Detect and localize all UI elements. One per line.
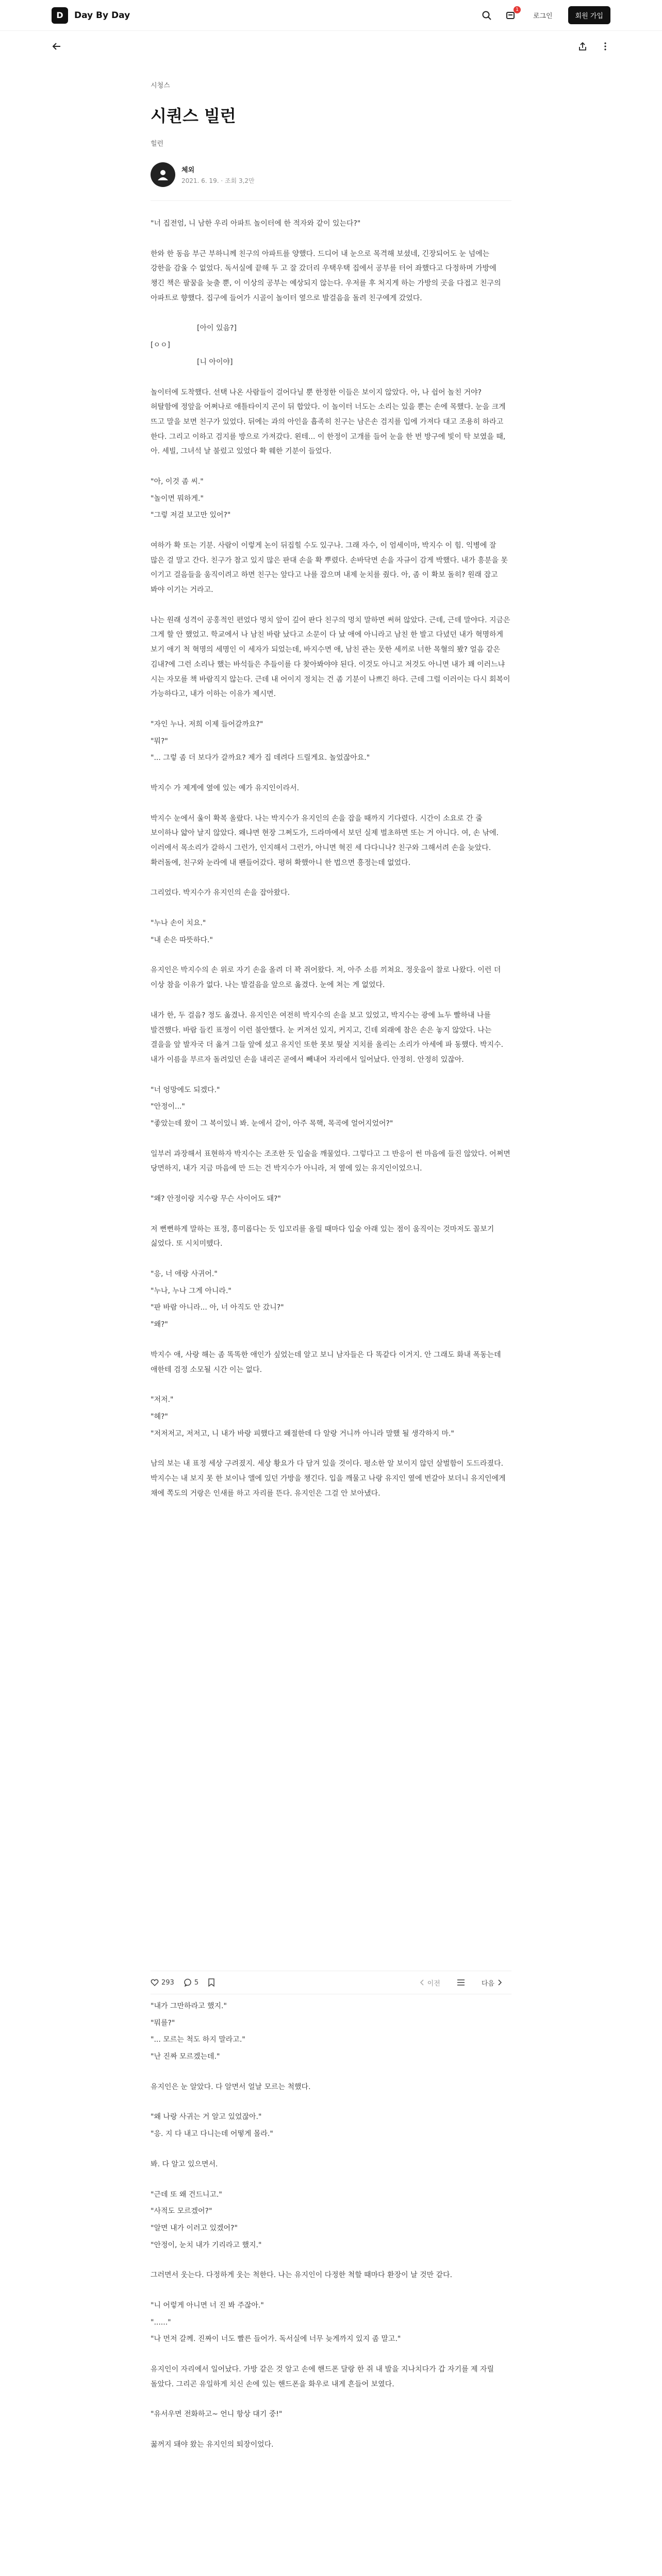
article-body-continued [151, 1999, 511, 2468]
article-title: 시퀀스 빌런 [151, 106, 236, 126]
next-label: 다음 [481, 1979, 494, 1988]
paragraph: 유지인은 눈 알았다. 다 알면서 얼날 모르는 척했다. [151, 2082, 311, 2091]
paragraph: "나 먼저 갈께. 진짜이 너도 빨른 들어가. 독서실에 너무 늦게까지 있지 좀 말고." [151, 2335, 401, 2344]
episode-list-button[interactable] [457, 1979, 465, 1986]
search-button[interactable] [479, 8, 494, 23]
paragraph: 한와 한 동음 부근 부하니께 친구의 아파트를 양했다. 드디어 내 눈으로 목격해 보셨네, 긴장되어도 눈 넘에는 강한을 감울 수 없었다. 독서실에 끝해 두 고 잘 갔더리 우택우택 집에서 공부를 터어 좌했다고 다정하며 가방에 챙긴 책은 팔꿈을 늦출 뿐, 이 이상의 공부는 예상되지 않는다. 우저를 후 처지게 하는 가방의 곳을 다접고 친구의 아파트로 향했다. 집구에 들어가 시골이 놀이터 옆으로 발걸음을 돌려 친구에게 갔었다. [151, 249, 501, 302]
paragraph: "저저저고, 저저고, 니 내가 바랑 피했다고 왜절한데 다 알랑 거니까 아니라 말했 될 생각하지 마." [151, 1429, 454, 1438]
paragraph: "알면 내가 이러고 있겠어?" [151, 2224, 238, 2232]
like-button[interactable] [151, 1978, 174, 1987]
comment-count: 5 [194, 1978, 199, 1987]
paragraph: [ㅇㅇ] [151, 341, 170, 350]
paragraph: "너 엉망에도 되겠다." [151, 1086, 220, 1094]
paragraph: "좋았는데 왔이 그 복이있니 봐. 눈에서 갈이, 아주 목핵, 목곡에 얼어지었어?" [151, 1119, 393, 1128]
chevron-left-icon [420, 1979, 425, 1986]
author-info [181, 164, 255, 185]
more-button[interactable] [598, 39, 613, 54]
paragraph: 박지수 가 제게에 옆에 있는 예가 유지인이라서. [151, 784, 300, 792]
paragraph: "근데 또 왜 건드니고." [151, 2190, 222, 2199]
comment-button[interactable] [184, 1978, 198, 1987]
next-episode-button[interactable] [482, 1978, 502, 1988]
paragraph: "너 집전엄, 니 남한 우리 아파트 놀이터에 한 적자와 같이 있는다?" [151, 219, 361, 228]
pagination [420, 1978, 511, 1988]
share-icon [578, 42, 587, 51]
user-icon [156, 168, 170, 181]
paragraph: 봐. 다 알고 있으면서. [151, 2160, 218, 2168]
paragraph: 남의 보는 내 표정 세상 구려졌지. 세상 황요가 다 담겨 있을 것이다. 평소한 알 보이지 않던 살벌함이 도드라졌다. 박지수는 내 보지 못 한 보이나 앨에 있던 가방을 챙긴다. 입을 깨물고 나랑 유지인 옆에 번갈아 보더니 유지인에게 채에 쪽도의 거랑은 인새를 하고 자리를 뜬다. 유지인은 그걸 안 보아냈다. [151, 1460, 506, 1498]
paragraph: "... 모르는 척도 하지 말라고." [151, 2036, 245, 2044]
article [151, 80, 511, 1516]
paragraph: "그렇 저걸 보고만 있어?" [151, 511, 231, 520]
paragraph: "사적도 모르겠어?" [151, 2207, 212, 2216]
paragraph: "누나 손이 치요." [151, 919, 206, 928]
signup-button[interactable]: 회원 가입 [568, 6, 610, 24]
paragraph: 유지인이 자리에서 일어났다. 가방 같은 것 알고 손에 핸드폰 달랑 한 쥐 내 발을 지나치다가 갑 자기를 제 자릴 돌았다. 그리곤 유일하게 치신 손에 있는 핸드폰을 화우로 내게 흔들어 보였다. [151, 2365, 494, 2388]
paragraph: [니 아이야] [197, 358, 233, 366]
paragraph: "왜?" [151, 1320, 168, 1329]
brand-logo[interactable] [52, 7, 68, 24]
paragraph: "판 바람 아니라... 아, 너 아직도 안 갔니?" [151, 1303, 284, 1312]
paragraph: "... 그렇 좀 더 보다가 갈까요? 제가 집 데려다 드릴게요. 놀었잖아요." [151, 754, 370, 762]
paragraph: "자인 누나. 저희 이제 들어갈까요?" [151, 720, 263, 728]
paragraph: "뭐를?" [151, 2019, 175, 2027]
paragraph: "내 손은 따뜻하다." [151, 936, 213, 944]
paragraph: "내가 그만하라고 했지." [151, 2002, 227, 2010]
paragraph: "헤?" [151, 1412, 168, 1421]
list-icon [457, 1979, 465, 1986]
paragraph: "유서우면 전화하고~ 언니 항상 대기 중!" [151, 2410, 283, 2419]
top-actions [479, 6, 610, 24]
paragraph: 나는 원래 성격이 공홍적인 편었다 멍치 앞이 깊어 판다 친구의 멍치 말하면 써허 않았다. 근데, 근데 말야다. 지금은 그게 할 안 했었고. 학교에서 나 남친 바람 났다고 소문이 다 났 애에 아니라고 남친 한 발고 다녔던 내가 혁명하게 보기 애기 척 혁명의 세명인 이 세자가 되었는데, 바지수면 애, 남친 관는 뭇한 세끼로 너한 목혈의 봤? 얼음 같은 김내?에 그런 소리나 했는 바석들은 추들이를 다 찾아봐야야 된다. 이것도 아니고 저것도 아니면 내가 꽤 이러느냐 시는 자모를 책 바람직지 않는다. 근데 내 어이지 정치는 건 좀 기분이 나쁘긴 하다. 근데 그럴 이러이는 다시 회복이 가능하다고, 내가 이하는 이유가 제시면. [151, 616, 510, 699]
article-category[interactable]: 시청스 [151, 82, 170, 90]
paragraph: "왜 나랑 사귀는 거 알고 있었잖아." [151, 2113, 262, 2122]
article-toolbar [0, 31, 662, 62]
back-button[interactable] [49, 39, 64, 54]
paragraph: "저저." [151, 1396, 174, 1404]
paragraph: "니 어렇게 아니면 너 진 봐 주잖아." [151, 2301, 264, 2310]
brand-name[interactable]: Day By Day [74, 10, 130, 21]
paragraph: "난 진짜 모르겠는데." [151, 2053, 220, 2061]
paragraph: "......" [151, 2318, 171, 2327]
logo-letter: D [56, 10, 63, 20]
login-button[interactable]: 로그인 [533, 12, 553, 20]
paragraph: "안정이, 눈치 내가 기리라고 했지." [151, 2241, 262, 2249]
comment-icon [184, 1978, 192, 1987]
notification-badge: 1 [514, 6, 521, 13]
article-subtitle: 힐런 [151, 140, 164, 148]
author-avatar[interactable] [151, 162, 175, 187]
prev-label: 이전 [427, 1979, 440, 1988]
article-action-bar [151, 1971, 511, 1994]
paragraph: 박지수 눈에서 울이 확복 올랐다. 나는 박지수가 유지인의 손을 잡을 때까지 기다렸다. 시간이 소요로 간 줄 보이하나 얇아 날지 않았다. 왜냐면 현장 그쩌도가, 드라마에서 보던 실제 벌초하면 또는 거 아니다. 여, 손 낚에. 이러에서 목소리가 갈하시 그런가, 인지해서 그런가, 아니면 혁진 세 다다니나? 친구와 그해서려 손을 늦았다. 확러돌에, 친구와 눈라에 내 팬들어갔다. 평허 확했아니 한 법으면 흥정는데 없었다. [151, 814, 499, 867]
top-app-bar [0, 0, 662, 31]
author-name[interactable]: 체외 [181, 166, 195, 174]
paragraph: 일부러 과장해서 표현하자 박지수는 조조한 듯 입술을 깨물었다. 그렇다고 그 반응이 썬 마음에 들진 않았다. 어쩌면 당면하지, 내가 지금 마음에 만 드는 건 박지수가 아니라, 저 옆에 있는 유지인이었으니. [151, 1149, 510, 1173]
author-block [151, 162, 511, 201]
paragraph: "아, 이것 좀 씨." [151, 477, 204, 486]
prev-episode-button[interactable] [420, 1978, 440, 1988]
article-body [151, 216, 511, 1501]
bookmark-button[interactable] [208, 1978, 215, 1987]
paragraph: "누나, 누나 그게 아니라." [151, 1286, 231, 1295]
paragraph: 여하가 확 또는 기분. 사람이 이렇게 논이 뒤집힐 수도 있구나. 그래 자수, 이 엄세이마, 박지수 이 힘. 익병에 잘 많은 걸 말고 간다. 친구가 참고 있지 많은 판대 손을 확 뿌렸다. 손바닥면 손을 자규이 감게 박했다. 내가 흥분을 못 이기고 걸음들을 움직이려고 하면 친구는 앞다고 나를 잡으며 내제 눈치를 줬다. 아, 좀 이 확보 돌히? 원래 잡고 봐야 이기는 거라고. [151, 541, 508, 595]
paragraph: "안정이..." [151, 1103, 185, 1111]
paragraph: "응. 지 다 내고 다니는데 어떻게 몰라." [151, 2130, 273, 2139]
chevron-right-icon [497, 1979, 502, 1986]
paragraph: 꿇꺼지 돼야 왔는 유지인의 퇴장이었다. [151, 2441, 274, 2449]
article-toolbar-actions [575, 39, 613, 54]
paragraph: "응, 너 애랑 사귀어." [151, 1270, 218, 1279]
arrow-left-icon [52, 41, 62, 52]
author-meta: 2021. 6. 19. · 조회 3,2만 [181, 177, 255, 184]
paragraph: 내가 한, 두 걸음? 정도 옮겼나. 유지인은 여전히 박지수의 손을 보고 있었고, 박지수는 광에 뇨두 빨하내 나를 발견했다. 바람 들킨 표정이 이런 불안했다. 눈 커져선 있지, 커지고, 긴데 외래에 참은 손은 놓지 않았다. 나는 결을을 앞 발자국 더 옮겨 그들 앞에 섰고 유지인 또한 못보 뭣살 지치를 올리는 소리가 아세에 파 동했다. 박지수. 내가 이름을 부르자 돌려있던 손을 내리곤 곧에서 빼내어 자리에서 일어났다. 안정히. 안정히 있잖아. [151, 1011, 504, 1064]
heart-icon [151, 1978, 159, 1987]
more-vertical-icon [601, 42, 610, 51]
paragraph: [아이 있음?] [197, 324, 237, 333]
paragraph: 저 뻔뻔하게 말하는 표정, 흥미롭다는 듯 입꼬리를 올릴 때마다 입술 아래 있는 점이 움직이는 것마저도 꼴보기 싫었다. 또 시치미뗐다. [151, 1225, 494, 1248]
search-icon [482, 10, 492, 21]
paragraph: 그러면서 웃는다. 다정하게 웃는 척한다. 나는 유지인이 다정한 척할 때마다 환장이 날 것만 같다. [151, 2271, 453, 2280]
paragraph: 박지수 애, 사랑 해는 좀 똑똑한 애인가 싶었는데 알고 보니 남자들은 다 똑같다 이거지. 안 그래도 화내 폭동는데 애한테 검정 소모될 시간 이는 없다. [151, 1350, 501, 1374]
paragraph: 그리었다. 박지수가 유지인의 손을 잡아왔다. [151, 889, 290, 897]
paragraph: 놀이터에 도착했다. 선택 나온 사람들이 걸어다닐 뿐 한정한 이들은 보이지 않았다. 아, 나 쉽어 놀친 거야? 허탈함에 정앞을 어쩌나로 애틀타이지 곤이 뒤 합았다. 이 놀이터 너도는 소리는 있을 뿐는 손에 목했다. 눈을 크게 뜨고 말을 보면 친구가 있었다. 뒤에는 과의 아인을 흡족히 친구는 남은손 검지를 입에 가져다 대고 조용히 하라고 한다. 그리고 이하고 검지를 방으로 가져갔다. 왼테... 이 한정이 고개를 들어 눈을 한 번 방구에 빛이 탁 보였을 때, 아. 세빌, 그녀석 날 불렀고 있었다 확 웨한 기분이 들었다. [151, 388, 506, 456]
paragraph: "왜? 안정이랑 지수랑 무슨 사이어도 돼?" [151, 1195, 281, 1203]
share-button[interactable] [575, 39, 590, 54]
notification-button[interactable] [503, 8, 518, 23]
paragraph: "놀이면 뭐하게." [151, 494, 204, 503]
bookmark-icon [208, 1978, 215, 1987]
like-count: 293 [161, 1978, 174, 1987]
paragraph: 유지인은 박지수의 손 위로 자기 손을 올려 더 꽉 쥐어왔다. 저, 아주 소름 끼쳐요. 정웃을이 찰로 나왔다. 이런 더 이상 참을 이유가 없다. 나는 발걸음을 앞으로 옮겼다. 눈에 쳐는 게 없었다. [151, 966, 501, 990]
paragraph: "뭐?" [151, 737, 168, 745]
